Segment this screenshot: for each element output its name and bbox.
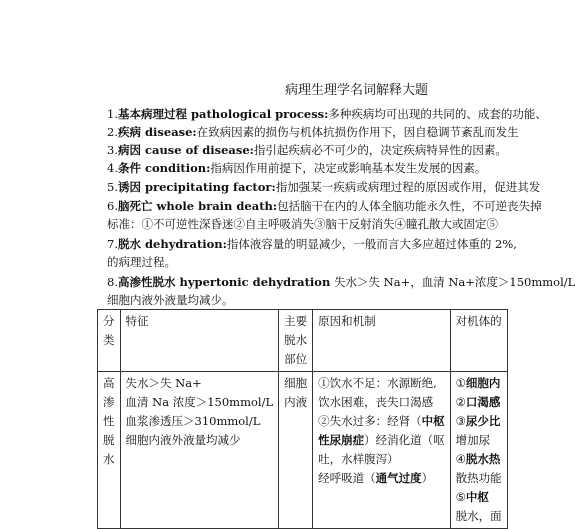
definition-line — [107, 236, 517, 252]
definition-line — [107, 124, 519, 140]
header-site: 主要 脱水 部位 — [279, 310, 313, 372]
header-features: 特征 — [120, 310, 279, 372]
text-run: ） — [421, 471, 434, 485]
header-effects: 对机体的 — [450, 310, 507, 372]
effect-line — [456, 431, 502, 450]
cell-mechanism — [313, 372, 451, 529]
site-line: 内液 — [284, 395, 308, 409]
item-number: 5. — [107, 180, 118, 194]
item-term: 病因 — [117, 143, 141, 157]
item-term: 条件 — [117, 161, 141, 175]
site-line: 细胞 — [284, 376, 308, 390]
item-text: 包括脑干在内的人体全脑功能永久性，不可逆丧失掉 — [277, 199, 542, 213]
text-run: 散热功能 — [455, 471, 502, 485]
effect-line — [456, 488, 502, 507]
dehydration-table — [97, 309, 508, 529]
text-run: ②失水过多：经肾（ — [318, 414, 422, 428]
definition-line — [107, 274, 575, 290]
item-term: 脱水 — [117, 237, 141, 251]
item-english: whole brain death: — [152, 199, 278, 213]
category-char: 渗 — [103, 395, 115, 409]
feature-line: 血浆渗透压＞310mmol/L — [125, 414, 261, 428]
text-run: 尿少比 — [465, 414, 501, 428]
text-run: 通气过度 — [375, 471, 422, 485]
text-run: ）经消化道（呕 — [364, 433, 445, 447]
text-run: 细胞内 — [465, 376, 501, 390]
table-row — [98, 372, 508, 529]
effect-line — [456, 412, 502, 431]
item-text: 失水＞失 Na+，血清 Na+浓度＞150mmol/L — [330, 275, 575, 289]
text-run: 饮水困难，丧失口渴感 — [318, 395, 434, 409]
category-char: 性 — [103, 414, 115, 428]
feature-line: 细胞内液外液量均减少 — [125, 433, 241, 447]
item-text: 指引起疾病必不可少的，决定疾病特异性的因素。 — [253, 143, 507, 157]
mechanism-line — [318, 393, 445, 412]
item-english: pathological process: — [186, 107, 329, 121]
item-text: 指加强某一疾病或病理过程的原因或作用，促进其发 — [275, 180, 541, 194]
text-run: ①饮水不足：水源断绝, — [318, 376, 437, 390]
item-english: dehydration: — [140, 237, 227, 251]
item-text: 标准：①不可逆性深昏迷②自主呼吸消失③脑干反射消失④瞳孔散大或固定⑤ — [107, 217, 498, 231]
cell-effects — [450, 372, 507, 529]
text-run: 中枢 — [465, 490, 489, 504]
item-number: 2. — [107, 125, 118, 139]
category-char: 水 — [103, 452, 115, 466]
effect-line — [456, 507, 502, 526]
effect-line — [456, 374, 502, 393]
definition-line — [107, 179, 540, 195]
mechanism-line — [318, 450, 445, 469]
text-run: 口渴感 — [465, 395, 501, 409]
mechanism-line — [318, 374, 445, 393]
text-run: 吐，水样腹泻） — [318, 452, 399, 466]
definition-line — [107, 254, 176, 270]
feature-line: 血清 Na 浓度＞150mmol/L — [125, 395, 274, 409]
text-run: ③ — [455, 414, 466, 428]
item-text: 多种疾病均可出现的共同的、成套的功能、 — [328, 107, 547, 121]
item-text: 细胞内液外液量均减少。 — [107, 293, 234, 307]
definition-line — [107, 142, 507, 158]
item-term: 诱因 — [117, 180, 141, 194]
definition-line — [107, 216, 498, 232]
item-number: 4. — [107, 161, 118, 175]
item-english: condition: — [140, 161, 211, 175]
table-header-row — [98, 310, 508, 372]
item-text: 指体液容量的明显减少，一般而言大多应超过体重的 2%, — [226, 237, 517, 251]
cell-site — [279, 372, 313, 529]
item-term: 高渗性脱水 — [117, 275, 176, 289]
category-char: 高 — [103, 376, 115, 390]
effect-line — [456, 450, 502, 469]
text-run: 脱水，面 — [455, 509, 502, 523]
item-text: 在致病因素的损伤与机体抗损伤作用下，因自稳调节紊乱而发生 — [196, 125, 519, 139]
definition-line — [107, 106, 547, 122]
page-title: 病理生理学名词解释大题 — [285, 83, 429, 98]
mechanism-line — [318, 469, 445, 488]
item-term: 脑死亡 — [117, 199, 153, 213]
item-number: 8. — [107, 275, 118, 289]
mechanism-line — [318, 431, 445, 450]
definition-line — [107, 198, 542, 214]
definition-line — [107, 160, 486, 176]
item-term: 基本病理过程 — [117, 107, 187, 121]
item-number: 7. — [107, 237, 118, 251]
item-number: 3. — [107, 143, 118, 157]
effect-line — [456, 469, 502, 488]
text-run: 经呼吸道（ — [318, 471, 376, 485]
text-run: ⑤ — [455, 490, 466, 504]
category-char: 脱 — [103, 433, 115, 447]
item-text: 指病因作用前提下，决定或影响基本发生发展的因素。 — [210, 161, 487, 175]
text-run: 增加尿 — [455, 433, 491, 447]
item-english: precipitating factor: — [140, 180, 276, 194]
definition-line — [107, 292, 234, 308]
mechanism-line — [318, 412, 445, 431]
text-run: ② — [455, 395, 466, 409]
item-english: cause of disease: — [140, 143, 254, 157]
text-run: 脱水热 — [465, 452, 501, 466]
feature-line: 失水＞失 Na+ — [125, 376, 202, 390]
header-mechanism: 原因和机制 — [313, 310, 451, 372]
effect-line — [456, 393, 502, 412]
item-english: disease: — [140, 125, 197, 139]
item-number: 1. — [107, 107, 118, 121]
item-term: 疾病 — [117, 125, 141, 139]
item-number: 6. — [107, 199, 118, 213]
header-category: 分 类 — [98, 310, 121, 372]
text-run: ④ — [455, 452, 466, 466]
item-text: 的病理过程。 — [107, 255, 176, 269]
cell-category — [98, 372, 121, 529]
item-english: hypertonic dehydration — [175, 275, 331, 289]
text-run: ① — [455, 376, 466, 390]
text-run: 中枢 — [421, 414, 445, 428]
cell-features — [120, 372, 279, 529]
text-run: 性尿崩症 — [318, 433, 365, 447]
